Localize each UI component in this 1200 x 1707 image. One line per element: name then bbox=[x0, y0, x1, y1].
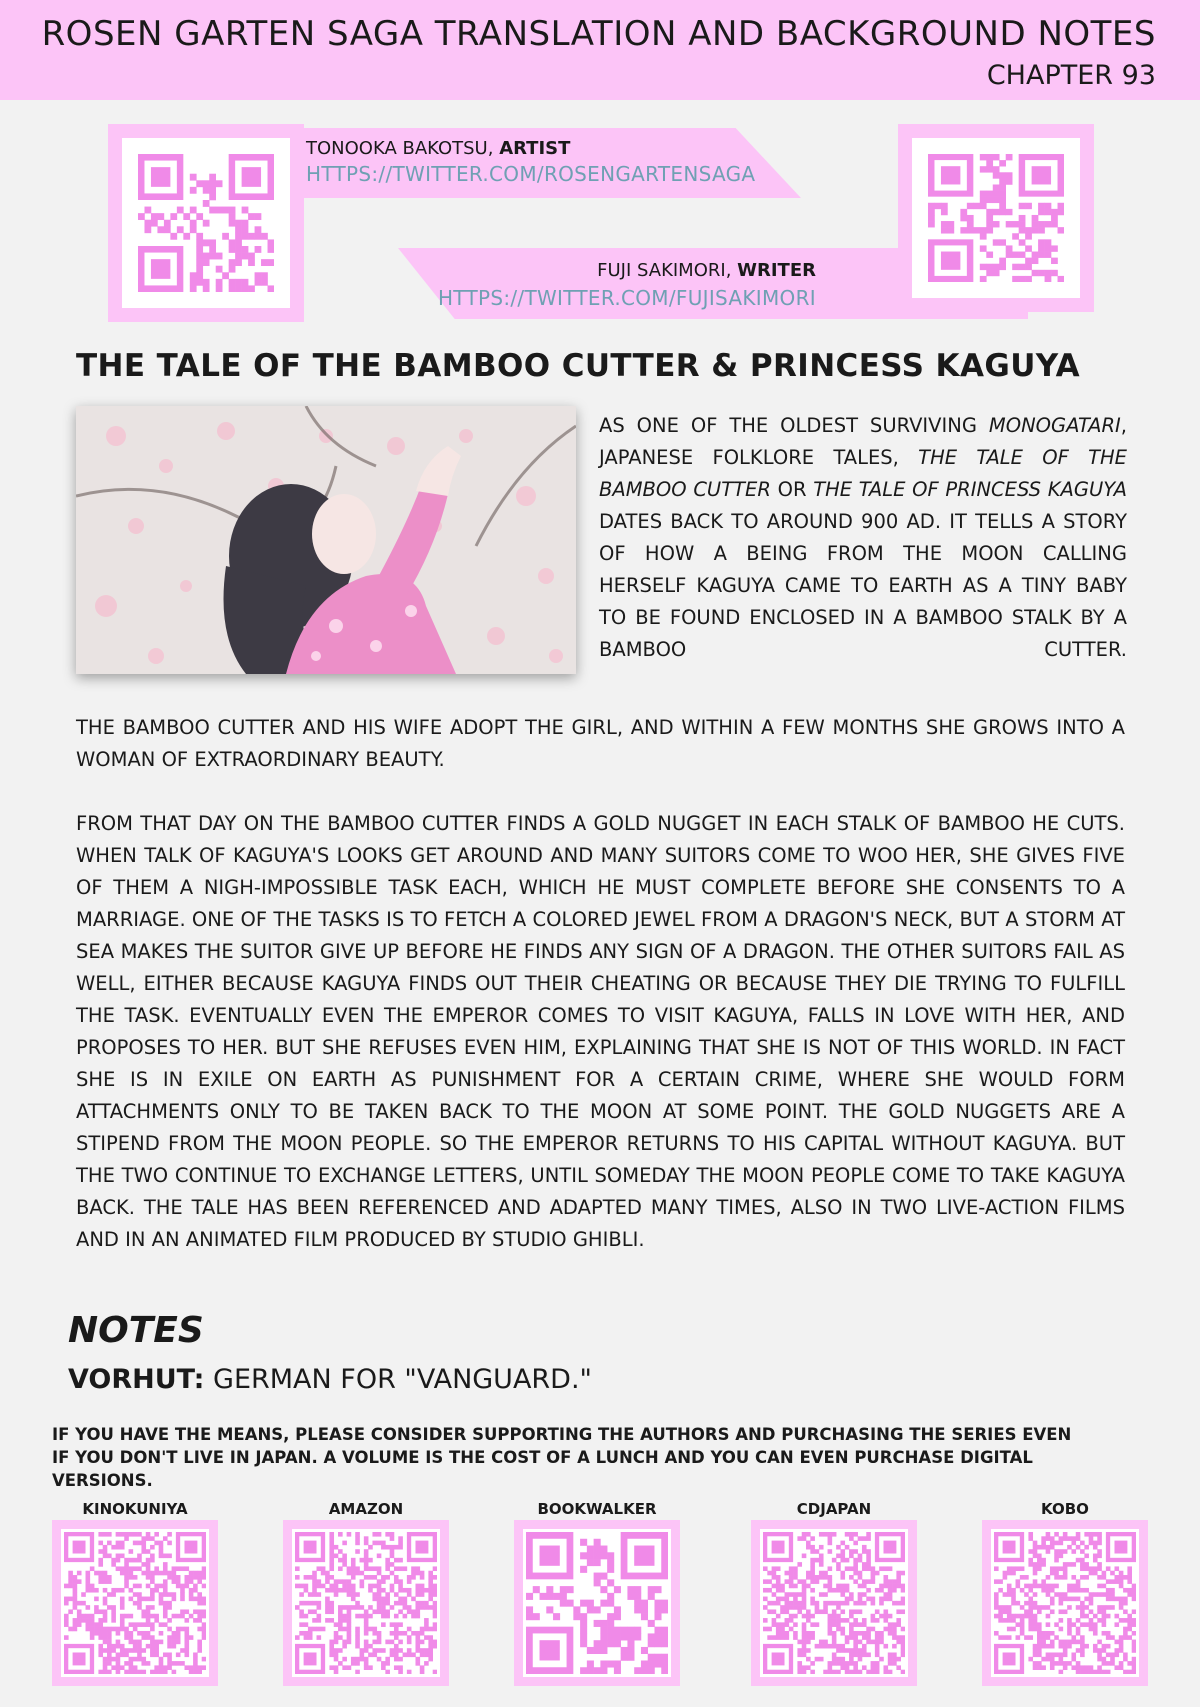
store-label: KINOKUNIYA bbox=[82, 1500, 188, 1518]
store-amazon[interactable] bbox=[283, 1498, 449, 1686]
writer-role: WRITER bbox=[737, 260, 816, 281]
note-item bbox=[68, 1364, 592, 1395]
qr-code-icon bbox=[928, 154, 1064, 282]
notes-heading: NOTES bbox=[68, 1310, 204, 1351]
store-kobo[interactable] bbox=[982, 1498, 1148, 1686]
intro-text: AS ONE OF THE OLDEST SURVIVING bbox=[599, 414, 989, 437]
artist-credit bbox=[306, 138, 570, 159]
store-qr-code[interactable] bbox=[52, 1520, 218, 1686]
qr-code-icon bbox=[526, 1532, 668, 1674]
intro-italic: THE TALE OF PRINCESS KAGUYA bbox=[813, 478, 1127, 501]
paragraph-2: THE BAMBOO CUTTER AND HIS WIFE ADOPT THE GIRL, AND WITHIN A FEW MONTHS SHE GROWS INTO A WOMAN OF EXTRAORDINARY BEAUTY. bbox=[76, 716, 1125, 771]
page-title: ROSEN GARTEN SAGA TRANSLATION AND BACKGROUND NOTES bbox=[41, 14, 1156, 54]
store-qr-code[interactable] bbox=[982, 1520, 1148, 1686]
intro-italic: MONOGATARI bbox=[988, 414, 1121, 437]
store-label: KOBO bbox=[1041, 1500, 1089, 1518]
store-label: AMAZON bbox=[328, 1500, 404, 1518]
qr-code-icon bbox=[64, 1532, 206, 1674]
store-label: CDJAPAN bbox=[796, 1500, 872, 1518]
artist-name: TONOOKA BAKOTSU, bbox=[306, 138, 500, 159]
qr-code-icon bbox=[138, 154, 274, 292]
store-qr-code[interactable] bbox=[514, 1520, 680, 1686]
note-term: VORHUT: bbox=[68, 1364, 205, 1395]
intro-paragraph bbox=[599, 410, 1127, 666]
intro-text: , JAPANESE FOLKLORE TALES, bbox=[599, 414, 1127, 469]
support-message: IF YOU HAVE THE MEANS, PLEASE CONSIDER SUPPORTING THE AUTHORS AND PURCHASING THE SERIES EVEN IF YOU DON'T LIVE IN JAPAN. A VOLUME IS THE COST OF A LUNCH AND YOU CAN EVEN PURCHASE DIGITAL VERSIONS. bbox=[52, 1425, 1072, 1490]
store-qr-code[interactable] bbox=[751, 1520, 917, 1686]
article-title: THE TALE OF THE BAMBOO CUTTER & PRINCESS KAGUYA bbox=[76, 348, 1081, 384]
qr-code-icon bbox=[295, 1532, 437, 1674]
credits-box bbox=[108, 124, 1094, 322]
intro-italic: THE TALE OF THE BAMBOO CUTTER bbox=[599, 446, 1127, 501]
qr-code-icon bbox=[763, 1532, 905, 1674]
artist-qr-code[interactable] bbox=[108, 124, 304, 322]
intro-text: OR bbox=[770, 478, 814, 501]
store-qr-code[interactable] bbox=[283, 1520, 449, 1686]
chapter-label: CHAPTER 93 bbox=[986, 60, 1156, 91]
store-cdjapan[interactable] bbox=[751, 1498, 917, 1686]
note-definition: GERMAN FOR "VANGUARD." bbox=[204, 1364, 592, 1395]
artist-twitter-link[interactable]: HTTPS://TWITTER.COM/ROSENGARTENSAGA bbox=[306, 162, 756, 186]
kaguya-illustration bbox=[76, 406, 576, 674]
writer-name: FUJI SAKIMORI, bbox=[597, 260, 738, 281]
illustration-image bbox=[76, 406, 576, 674]
store-label: BOOKWALKER bbox=[537, 1500, 657, 1518]
store-bookwalker[interactable] bbox=[514, 1498, 680, 1686]
header-banner bbox=[0, 0, 1200, 100]
intro-text: DATES BACK TO AROUND 900 AD. IT TELLS A STORY OF HOW A BEING FROM THE MOON CALLING HERSELF KAGUYA CAME TO EARTH AS A TINY BABY TO BE FOUND ENCLOSED IN A BAMBOO STALK BY A BAMBOO CUTTER. bbox=[599, 510, 1127, 661]
paragraph-3: FROM THAT DAY ON THE BAMBOO CUTTER FINDS A GOLD NUGGET IN EACH STALK OF BAMBOO HE CUTS. WHEN TALK OF KAGUYA'S LOOKS GET AROUND AND MANY SUITORS COME TO WOO HER, SHE GIVES FIVE OF THEM A NIGH-IMPOSSIBLE TASK EACH, WHICH HE MUST COMPLETE BEFORE SHE CONSENTS TO A MARRIAGE. ONE OF THE TASKS IS TO FETCH A COLORED JEWEL FROM A DRAGON'S NECK, BUT A STORM AT SEA MAKES THE SUITOR GIVE UP BEFORE HE FINDS ANY SIGN OF A DRAGON. THE OTHER SUITORS FAIL AS WELL, EITHER BECAUSE KAGUYA FINDS OUT THEIR CHEATING OR BECAUSE THEY DIE TRYING TO FULFILL THE TASK. EVENTUALLY EVEN THE EMPEROR COMES TO VISIT KAGUYA, FALLS IN LOVE WITH HER, AND PROPOSES TO HER. BUT SHE REFUSES EVEN HIM, EXPLAINING THAT SHE IS NOT OF THIS WORLD. IN FACT SHE IS IN EXILE ON EARTH AS PUNISHMENT FOR A CERTAIN CRIME, WHERE SHE WOULD FORM ATTACHMENTS ONLY TO BE TAKEN BACK TO THE MOON AT SOME POINT. THE GOLD NUGGETS ARE A STIPEND FROM THE MOON PEOPLE. SO THE EMPEROR RETURNS TO HIS CAPITAL WITHOUT KAGUYA. BUT THE TWO CONTINUE TO EXCHANGE LETTERS, UNTIL SOMEDAY THE MOON PEOPLE COME TO TAKE KAGUYA BACK. THE TALE HAS BEEN REFERENCED AND ADAPTED MANY TIMES, ALSO IN TWO LIVE-ACTION FILMS AND IN AN ANIMATED FILM PRODUCED BY STUDIO GHIBLI. bbox=[76, 812, 1125, 1251]
writer-credit bbox=[597, 260, 816, 281]
store-kinokuniya[interactable] bbox=[52, 1498, 218, 1686]
writer-twitter-link[interactable]: HTTPS://TWITTER.COM/FUJISAKIMORI bbox=[437, 286, 816, 310]
qr-code-icon bbox=[994, 1532, 1136, 1674]
writer-qr-code[interactable] bbox=[898, 124, 1094, 312]
artist-role: ARTIST bbox=[499, 138, 571, 159]
